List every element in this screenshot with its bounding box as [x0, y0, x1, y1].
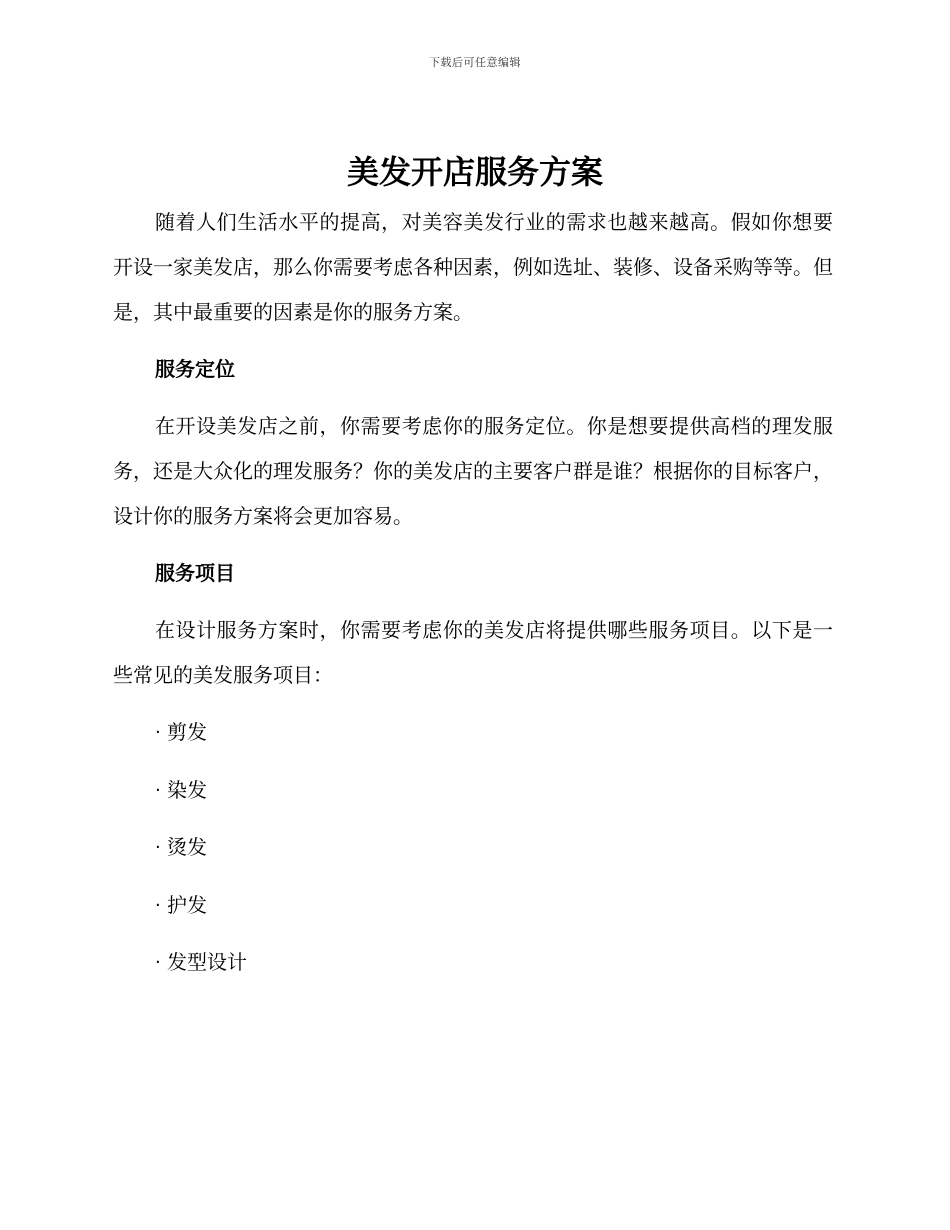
- services-paragraph: 在设计服务方案时，你需要考虑你的美发店将提供哪些服务项目。以下是一些常见的美发服务项目：: [113, 618, 833, 687]
- service-items-list: [113, 710, 833, 985]
- service-item-label: 烫发: [167, 835, 207, 859]
- bullet-icon: ·: [155, 837, 161, 858]
- list-item: [113, 768, 833, 813]
- document-title: 美发开店服务方案: [346, 153, 603, 191]
- header-note: 下载后可任意编辑: [429, 56, 521, 69]
- list-item: [113, 883, 833, 928]
- list-item: [113, 940, 833, 985]
- bullet-icon: ·: [155, 779, 161, 801]
- intro-paragraph: 随着人们生活水平的提高，对美容美发行业的需求也越来越高。假如你想要开设一家美发店，那么你需要考虑各种因素，例如选址、装修、设备采购等等。但是，其中最重要的因素是你的服务方案。: [113, 210, 833, 324]
- bullet-icon: ·: [155, 722, 161, 743]
- positioning-paragraph: 在开设美发店之前，你需要考虑你的服务定位。你是想要提供高档的理发服务，还是大众化的理发服务？你的美发店的主要客户群是谁？根据你的目标客户，设计你的服务方案将会更加容易。: [113, 414, 833, 528]
- list-item: [113, 825, 833, 870]
- service-item-label: 染发: [167, 777, 207, 802]
- section-heading-positioning: 服务定位: [155, 357, 235, 381]
- service-item-label: 发型设计: [167, 950, 247, 974]
- service-item-label: 剪发: [167, 720, 207, 744]
- bullet-icon: ·: [155, 952, 161, 973]
- document-body: [113, 200, 833, 998]
- section-heading-services: 服务项目: [155, 561, 235, 585]
- service-item-label: 护发: [167, 892, 207, 917]
- bullet-icon: ·: [155, 894, 161, 916]
- list-item: [113, 710, 833, 755]
